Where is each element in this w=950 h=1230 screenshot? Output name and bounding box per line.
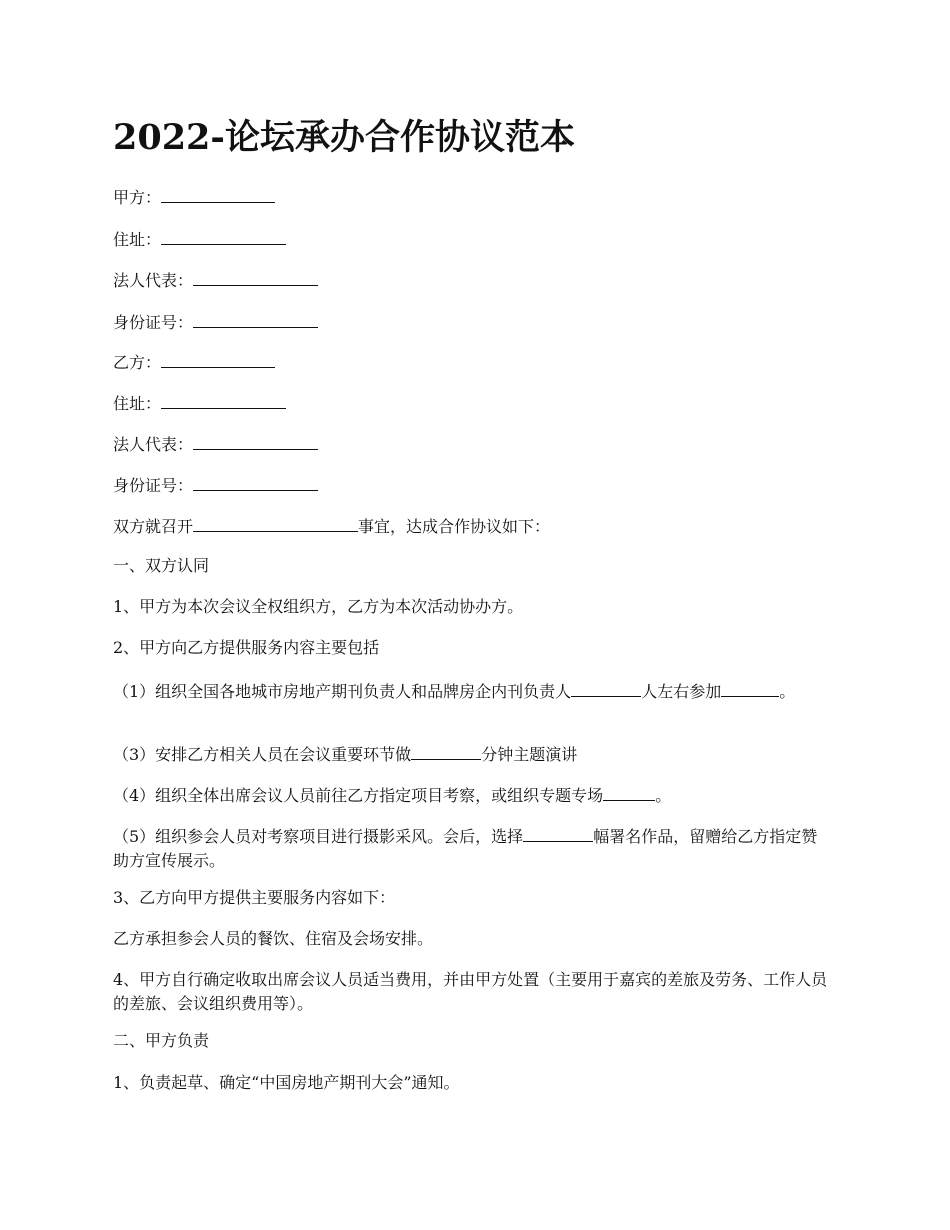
sub1-event-blank-cont[interactable] <box>751 678 779 697</box>
document-title: 2022-论坛承办合作协议范本 <box>113 117 575 158</box>
sub4-text-b: 。 <box>655 786 672 805</box>
section1-sub4 <box>113 782 671 808</box>
section1-sub3 <box>113 741 577 767</box>
section1-item2: 2、甲方向乙方提供服务内容主要包括 <box>113 638 380 657</box>
party-b-blank[interactable] <box>161 349 275 368</box>
meeting-name-blank[interactable] <box>193 513 358 532</box>
section1-item3-detail: 乙方承担参会人员的餐饮、住宿及会场安排。 <box>113 929 434 948</box>
section1-sub5 <box>113 823 833 873</box>
party-b-id-label: 身份证号： <box>113 476 194 495</box>
party-b-id-line <box>113 472 318 498</box>
party-b-line <box>113 349 275 375</box>
party-b-id-blank[interactable] <box>193 472 318 491</box>
section1-heading: 一、双方认同 <box>113 556 210 575</box>
party-a-rep-blank[interactable] <box>193 267 318 286</box>
party-a-address-label: 住址： <box>113 230 162 249</box>
party-b-address-label: 住址： <box>113 394 162 413</box>
section2-heading: 二、甲方负责 <box>113 1031 210 1050</box>
sub1-text-a: （1）组织全国各地城市房地产期刊负责人和品牌房企内刊负责人 <box>113 682 572 701</box>
section1-item1: 1、甲方为本次会议全权组织方，乙方为本次活动协办方。 <box>113 597 524 616</box>
sub3-minutes-blank[interactable] <box>411 741 481 760</box>
sub4-session-blank[interactable] <box>603 782 655 801</box>
sub5-text-b: 幅署名作品，留赠给乙方指定赞助方宣传展示。 <box>113 827 818 870</box>
intro-line <box>113 513 550 539</box>
party-b-rep-line <box>113 431 318 457</box>
party-b-rep-blank[interactable] <box>193 431 318 450</box>
party-b-address-line <box>113 390 286 416</box>
party-a-address-line <box>113 226 286 252</box>
section2-item1: 1、负责起草、确定“中国房地产期刊大会”通知。 <box>113 1073 460 1092</box>
party-a-rep-line <box>113 267 318 293</box>
sub5-text-a: （5）组织参会人员对考察项目进行摄影采风。会后，选择 <box>113 827 524 846</box>
sub1-event-blank[interactable] <box>721 678 751 697</box>
sub1-end: 。 <box>779 682 796 701</box>
party-a-id-label: 身份证号： <box>113 313 194 332</box>
intro-before: 双方就召开 <box>113 517 194 536</box>
party-a-label: 甲方： <box>113 188 162 207</box>
sub5-works-blank[interactable] <box>523 823 593 842</box>
sub4-text-a: （4）组织全体出席会议人员前往乙方指定项目考察，或组织专题专场 <box>113 786 604 805</box>
party-a-id-line <box>113 309 318 335</box>
party-b-rep-label: 法人代表： <box>113 435 194 454</box>
party-a-blank[interactable] <box>161 184 275 203</box>
section1-item3: 3、乙方向甲方提供主要服务内容如下： <box>113 888 396 907</box>
sub3-text-b: 分钟主题演讲 <box>481 745 578 764</box>
party-a-line <box>113 184 275 210</box>
party-b-address-blank[interactable] <box>161 390 286 409</box>
sub1-text-b: 人左右参加 <box>641 682 722 701</box>
party-a-rep-label: 法人代表： <box>113 271 194 290</box>
intro-after: 事宜，达成合作协议如下： <box>358 517 551 536</box>
party-b-label: 乙方： <box>113 353 162 372</box>
sub3-text-a: （3）安排乙方相关人员在会议重要环节做 <box>113 745 412 764</box>
section1-sub1 <box>113 678 833 704</box>
section1-item4: 4、甲方自行确定收取出席会议人员适当费用，并由甲方处置（主要用于嘉宾的差旅及劳务、工作人员的差旅、会议组织费用等）。 <box>113 970 828 1013</box>
party-a-id-blank[interactable] <box>193 309 318 328</box>
sub1-count-blank[interactable] <box>571 678 641 697</box>
party-a-address-blank[interactable] <box>161 226 286 245</box>
